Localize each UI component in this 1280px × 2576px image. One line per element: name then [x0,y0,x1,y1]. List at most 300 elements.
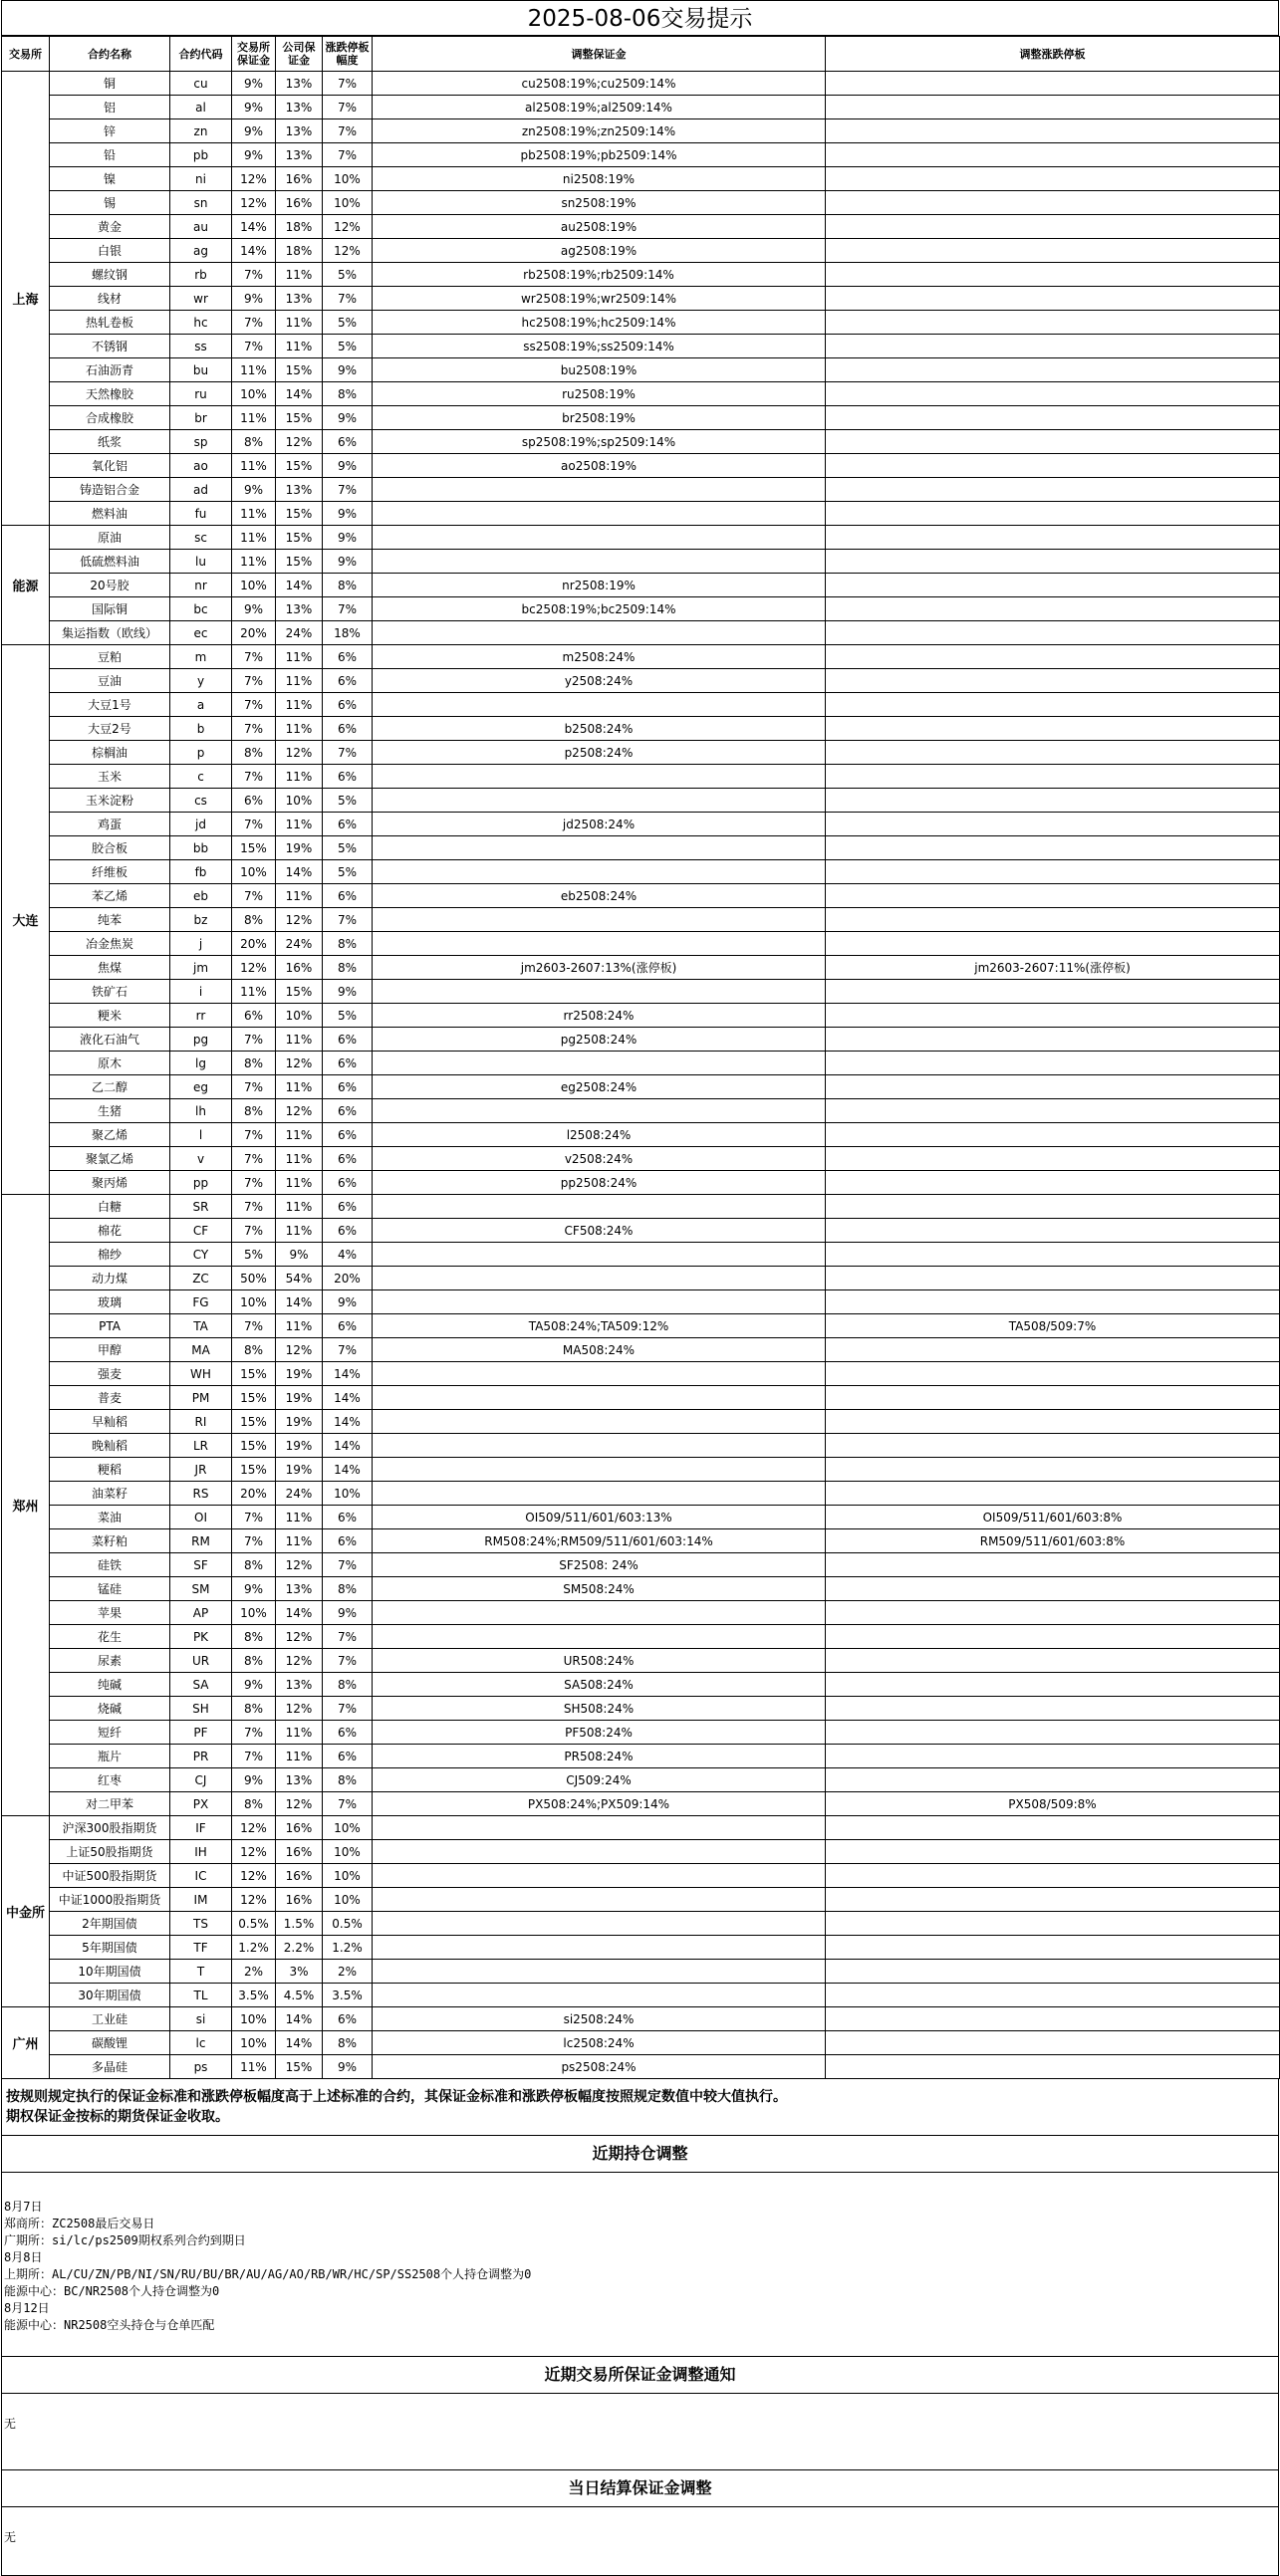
adjusted-limit-cell [826,167,1280,191]
company-margin-cell: 14% [276,574,323,597]
adjusted-margin-cell: zn2508:19%;zn2509:14% [373,119,826,143]
contract-name-cell: 30年期国债 [50,1984,170,2007]
company-margin-cell: 12% [276,1553,323,1577]
contract-code-cell: RS [170,1482,232,1506]
contract-code-cell: pg [170,1028,232,1052]
exchange-margin-cell: 6% [232,1004,276,1028]
table-row [2,1267,1280,1290]
contract-name-cell: 纤维板 [50,860,170,884]
company-margin-cell: 11% [276,1028,323,1052]
contract-code-cell: SR [170,1195,232,1219]
adjusted-limit-cell [826,980,1280,1004]
contract-code-cell: sn [170,191,232,215]
contract-code-cell: lc [170,2031,232,2055]
contract-code-cell: cu [170,72,232,96]
exchange-margin-cell: 7% [232,717,276,741]
adjusted-margin-cell: v2508:24% [373,1147,826,1171]
price-limit-cell: 5% [323,1004,373,1028]
adjusted-margin-cell: ru2508:19% [373,382,826,406]
table-row [2,406,1280,430]
adjusted-limit-cell [826,2031,1280,2055]
contract-name-cell: 豆油 [50,669,170,693]
price-limit-cell: 7% [323,1338,373,1362]
exchange-margin-cell: 7% [232,1171,276,1195]
contract-code-cell: TA [170,1314,232,1338]
contract-name-cell: 集运指数（欧线） [50,621,170,645]
exchange-margin-cell: 11% [232,358,276,382]
contract-code-cell: rr [170,1004,232,1028]
adjusted-limit-cell [826,693,1280,717]
company-margin-cell: 12% [276,1792,323,1816]
price-limit-cell: 8% [323,574,373,597]
contract-code-cell: ao [170,454,232,478]
adjusted-margin-cell [373,1267,826,1290]
exchange-margin-cell: 7% [232,1506,276,1529]
table-row [2,956,1280,980]
contract-code-cell: SH [170,1697,232,1721]
exchange-margin-cell: 9% [232,1673,276,1697]
table-row [2,143,1280,167]
contract-code-cell: PK [170,1625,232,1649]
contract-code-cell: eb [170,884,232,908]
company-margin-cell: 13% [276,597,323,621]
company-margin-cell: 15% [276,980,323,1004]
company-margin-cell: 18% [276,215,323,239]
table-row [2,1338,1280,1362]
price-limit-cell: 8% [323,932,373,956]
adjusted-margin-cell [373,932,826,956]
table-row [2,884,1280,908]
company-margin-cell: 12% [276,741,323,765]
exchange-margin-cell: 7% [232,311,276,335]
adjusted-limit-cell [826,1195,1280,1219]
table-row [2,550,1280,574]
contract-name-cell: 原木 [50,1052,170,1075]
table-row [2,1649,1280,1673]
contract-code-cell: rb [170,263,232,287]
col-header-contract-name: 合约名称 [50,37,170,72]
adjusted-limit-cell [826,1697,1280,1721]
adjusted-margin-cell: m2508:24% [373,645,826,669]
table-row [2,2007,1280,2031]
exchange-cell: 能源 [2,526,50,645]
adjusted-margin-cell [373,550,826,574]
price-limit-cell: 20% [323,1267,373,1290]
price-limit-cell: 7% [323,1697,373,1721]
adjusted-margin-cell: OI509/511/601/603:13% [373,1506,826,1529]
table-row [2,335,1280,358]
exchange-margin-cell: 10% [232,574,276,597]
adjusted-limit-cell [826,836,1280,860]
adjusted-limit-cell [826,1745,1280,1768]
table-row [2,1960,1280,1984]
adjusted-limit-cell [826,1601,1280,1625]
adjusted-margin-cell: lc2508:24% [373,2031,826,2055]
company-margin-cell: 11% [276,1721,323,1745]
adjusted-margin-cell: SM508:24% [373,1577,826,1601]
table-row [2,597,1280,621]
contract-name-cell: 液化石油气 [50,1028,170,1052]
exchange-margin-cell: 9% [232,597,276,621]
table-row [2,717,1280,741]
company-margin-cell: 11% [276,1075,323,1099]
company-margin-cell: 16% [276,1864,323,1888]
price-limit-cell: 0.5% [323,1912,373,1936]
contract-name-cell: 铅 [50,143,170,167]
company-margin-cell: 12% [276,1649,323,1673]
trading-notice-page [1,0,1279,2576]
company-margin-cell: 4.5% [276,1984,323,2007]
company-margin-cell: 13% [276,143,323,167]
exchange-margin-cell: 14% [232,239,276,263]
contract-name-cell: 聚乙烯 [50,1123,170,1147]
contract-name-cell: 中证500股指期货 [50,1864,170,1888]
table-row [2,932,1280,956]
contract-name-cell: 碳酸锂 [50,2031,170,2055]
company-margin-cell: 12% [276,1099,323,1123]
price-limit-cell: 6% [323,884,373,908]
contract-name-cell: 燃料油 [50,502,170,526]
price-limit-cell: 6% [323,1075,373,1099]
company-margin-cell: 15% [276,358,323,382]
contract-name-cell: 棕榈油 [50,741,170,765]
table-row [2,167,1280,191]
table-row [2,836,1280,860]
exchange-margin-cell: 15% [232,1434,276,1458]
company-margin-cell: 11% [276,645,323,669]
contract-name-cell: 工业硅 [50,2007,170,2031]
company-margin-cell: 13% [276,1673,323,1697]
price-limit-cell: 8% [323,1768,373,1792]
table-row [2,263,1280,287]
contract-code-cell: ru [170,382,232,406]
exchange-margin-cell: 8% [232,1697,276,1721]
contract-name-cell: 尿素 [50,1649,170,1673]
contract-name-cell: 豆粕 [50,645,170,669]
table-row [2,1529,1280,1553]
price-limit-cell: 5% [323,836,373,860]
contract-code-cell: wr [170,287,232,311]
adjusted-limit-cell [826,1243,1280,1267]
adjusted-limit-cell: RM509/511/601/603:8% [826,1529,1280,1553]
price-limit-cell: 7% [323,72,373,96]
adjusted-limit-cell [826,1912,1280,1936]
price-limit-cell: 10% [323,191,373,215]
exchange-cell: 郑州 [2,1195,50,1816]
price-limit-cell: 14% [323,1410,373,1434]
company-margin-cell: 11% [276,1147,323,1171]
exchange-margin-cell: 8% [232,1099,276,1123]
adjusted-limit-cell [826,908,1280,932]
contract-code-cell: hc [170,311,232,335]
price-limit-cell: 12% [323,239,373,263]
adjusted-limit-cell [826,884,1280,908]
adjusted-margin-cell: pg2508:24% [373,1028,826,1052]
contract-name-cell: 粳稻 [50,1458,170,1482]
contract-name-cell: 生猪 [50,1099,170,1123]
contract-name-cell: 晚籼稻 [50,1434,170,1458]
adjusted-limit-cell [826,311,1280,335]
table-row [2,502,1280,526]
adjusted-margin-cell: SA508:24% [373,1673,826,1697]
adjusted-limit-cell [826,239,1280,263]
exchange-margin-cell: 11% [232,550,276,574]
contract-code-cell: jd [170,813,232,836]
exchange-margin-notice-heading: 近期交易所保证金调整通知 [1,2356,1279,2394]
company-margin-cell: 13% [276,119,323,143]
exchange-margin-cell: 7% [232,669,276,693]
company-margin-cell: 12% [276,430,323,454]
contract-name-cell: 棉花 [50,1219,170,1243]
adjusted-limit-cell [826,1267,1280,1290]
contract-name-cell: 2年期国债 [50,1912,170,1936]
exchange-cell: 中金所 [2,1816,50,2007]
contract-code-cell: PX [170,1792,232,1816]
contract-code-cell: bb [170,836,232,860]
company-margin-cell: 13% [276,287,323,311]
table-row [2,1004,1280,1028]
table-row [2,96,1280,119]
adjusted-limit-cell [826,1577,1280,1601]
contract-name-cell: 铝 [50,96,170,119]
contract-code-cell: fb [170,860,232,884]
adjusted-limit-cell [826,1673,1280,1697]
contract-code-cell: TS [170,1912,232,1936]
contract-name-cell: 铜 [50,72,170,96]
price-limit-cell: 8% [323,956,373,980]
adjusted-margin-cell [373,1482,826,1506]
table-row [2,860,1280,884]
contract-name-cell: 铸造铝合金 [50,478,170,502]
adjusted-margin-cell: PX508:24%;PX509:14% [373,1792,826,1816]
contract-code-cell: IH [170,1840,232,1864]
company-margin-cell: 11% [276,669,323,693]
contract-name-cell: 铁矿石 [50,980,170,1004]
exchange-margin-cell: 10% [232,860,276,884]
table-row [2,119,1280,143]
table-row [2,1099,1280,1123]
contract-code-cell: SM [170,1577,232,1601]
adjusted-margin-cell [373,1816,826,1840]
position-line: 能源中心：NR2508空头持仓与仓单匹配 [4,2318,215,2332]
adjusted-margin-cell [373,1052,826,1075]
adjusted-limit-cell [826,1052,1280,1075]
contract-code-cell: pp [170,1171,232,1195]
adjusted-limit-cell [826,1888,1280,1912]
contract-name-cell: 黄金 [50,215,170,239]
contract-code-cell: lh [170,1099,232,1123]
contract-code-cell: CJ [170,1768,232,1792]
contract-name-cell: 花生 [50,1625,170,1649]
price-limit-cell: 6% [323,693,373,717]
exchange-margin-cell: 6% [232,789,276,813]
exchange-margin-cell: 9% [232,287,276,311]
price-limit-cell: 6% [323,765,373,789]
col-header-adjusted-limit: 调整涨跌停板 [826,37,1280,72]
table-row [2,454,1280,478]
table-row [2,1195,1280,1219]
contract-code-cell: si [170,2007,232,2031]
adjusted-limit-cell [826,430,1280,454]
company-margin-cell: 14% [276,2031,323,2055]
adjusted-limit-cell [826,765,1280,789]
exchange-margin-cell: 14% [232,215,276,239]
exchange-margin-cell: 15% [232,1410,276,1434]
contract-name-cell: 线材 [50,287,170,311]
contract-code-cell: PF [170,1721,232,1745]
adjusted-limit-cell [826,2055,1280,2079]
table-row [2,1147,1280,1171]
contract-code-cell: al [170,96,232,119]
contract-name-cell: 鸡蛋 [50,813,170,836]
adjusted-margin-cell: pb2508:19%;pb2509:14% [373,143,826,167]
table-header-row [2,37,1280,72]
company-margin-cell: 15% [276,2055,323,2079]
contract-name-cell: 纯苯 [50,908,170,932]
adjusted-limit-cell [826,1721,1280,1745]
exchange-margin-cell: 9% [232,1577,276,1601]
contract-code-cell: RM [170,1529,232,1553]
adjusted-margin-cell: SH508:24% [373,1697,826,1721]
adjusted-limit-cell [826,287,1280,311]
adjusted-limit-cell [826,143,1280,167]
contract-name-cell: 苹果 [50,1601,170,1625]
contract-code-cell: ZC [170,1267,232,1290]
adjusted-margin-cell [373,1864,826,1888]
adjusted-margin-cell: bc2508:19%;bc2509:14% [373,597,826,621]
contract-code-cell: AP [170,1601,232,1625]
adjusted-margin-cell [373,765,826,789]
exchange-margin-cell: 7% [232,1147,276,1171]
price-limit-cell: 9% [323,406,373,430]
company-margin-cell: 11% [276,1219,323,1243]
exchange-margin-cell: 10% [232,1601,276,1625]
adjusted-margin-cell [373,860,826,884]
exchange-margin-cell: 8% [232,1553,276,1577]
company-margin-cell: 11% [276,263,323,287]
adjusted-margin-cell [373,1290,826,1314]
contract-name-cell: 中证1000股指期货 [50,1888,170,1912]
company-margin-cell: 3% [276,1960,323,1984]
adjusted-margin-cell [373,1936,826,1960]
price-limit-cell: 10% [323,167,373,191]
table-row [2,1219,1280,1243]
table-row [2,2055,1280,2079]
adjusted-margin-cell [373,1243,826,1267]
exchange-margin-cell: 7% [232,1219,276,1243]
company-margin-cell: 9% [276,1243,323,1267]
contract-code-cell: sp [170,430,232,454]
adjusted-margin-cell: nr2508:19% [373,574,826,597]
price-limit-cell: 6% [323,430,373,454]
contract-code-cell: JR [170,1458,232,1482]
adjusted-margin-cell: au2508:19% [373,215,826,239]
contract-code-cell: bz [170,908,232,932]
company-margin-cell: 11% [276,1314,323,1338]
price-limit-cell: 10% [323,1864,373,1888]
contract-code-cell: a [170,693,232,717]
adjusted-margin-cell: cu2508:19%;cu2509:14% [373,72,826,96]
table-row [2,765,1280,789]
price-limit-cell: 7% [323,597,373,621]
contract-name-cell: 早籼稻 [50,1410,170,1434]
adjusted-margin-cell [373,502,826,526]
adjusted-limit-cell [826,1099,1280,1123]
adjusted-limit-cell [826,1362,1280,1386]
contract-code-cell: bc [170,597,232,621]
contract-code-cell: PR [170,1745,232,1768]
company-margin-cell: 14% [276,860,323,884]
exchange-margin-cell: 11% [232,2055,276,2079]
adjusted-margin-cell [373,1099,826,1123]
adjusted-limit-cell [826,1458,1280,1482]
table-row [2,908,1280,932]
table-row [2,358,1280,382]
price-limit-cell: 14% [323,1434,373,1458]
contract-code-cell: IM [170,1888,232,1912]
company-margin-cell: 19% [276,1386,323,1410]
contract-code-cell: CF [170,1219,232,1243]
contract-name-cell: 上证50股指期货 [50,1840,170,1864]
exchange-margin-cell: 12% [232,191,276,215]
contract-code-cell: br [170,406,232,430]
table-row [2,1458,1280,1482]
exchange-cell: 广州 [2,2007,50,2079]
adjusted-limit-cell [826,1171,1280,1195]
price-limit-cell: 7% [323,119,373,143]
contract-name-cell: 锌 [50,119,170,143]
adjusted-limit-cell [826,1864,1280,1888]
adjusted-limit-cell [826,1219,1280,1243]
adjusted-limit-cell [826,1649,1280,1673]
contract-code-cell: OI [170,1506,232,1529]
price-limit-cell: 7% [323,908,373,932]
table-row [2,1123,1280,1147]
table-row [2,1052,1280,1075]
contract-name-cell: 低硫燃料油 [50,550,170,574]
table-row [2,621,1280,645]
adjusted-limit-cell [826,741,1280,765]
exchange-margin-cell: 7% [232,1075,276,1099]
adjusted-margin-cell: bu2508:19% [373,358,826,382]
company-margin-cell: 13% [276,96,323,119]
price-limit-cell: 5% [323,263,373,287]
exchange-margin-cell: 7% [232,263,276,287]
col-header-exchange-margin: 交易所保证金 [232,37,276,72]
table-row [2,980,1280,1004]
table-row [2,1434,1280,1458]
adjusted-margin-cell [373,1458,826,1482]
price-limit-cell: 9% [323,1601,373,1625]
contract-name-cell: 动力煤 [50,1267,170,1290]
exchange-margin-cell: 11% [232,406,276,430]
company-margin-cell: 14% [276,382,323,406]
company-margin-cell: 15% [276,526,323,550]
adjusted-margin-cell: b2508:24% [373,717,826,741]
contract-name-cell: 氧化铝 [50,454,170,478]
company-margin-cell: 11% [276,1123,323,1147]
contract-name-cell: 聚丙烯 [50,1171,170,1195]
adjusted-limit-cell [826,1984,1280,2007]
contract-code-cell: IF [170,1816,232,1840]
contract-code-cell: fu [170,502,232,526]
exchange-margin-cell: 11% [232,502,276,526]
company-margin-cell: 11% [276,693,323,717]
table-row [2,813,1280,836]
col-header-adjusted-margin: 调整保证金 [373,37,826,72]
company-margin-cell: 1.5% [276,1912,323,1936]
exchange-cell: 上海 [2,72,50,526]
